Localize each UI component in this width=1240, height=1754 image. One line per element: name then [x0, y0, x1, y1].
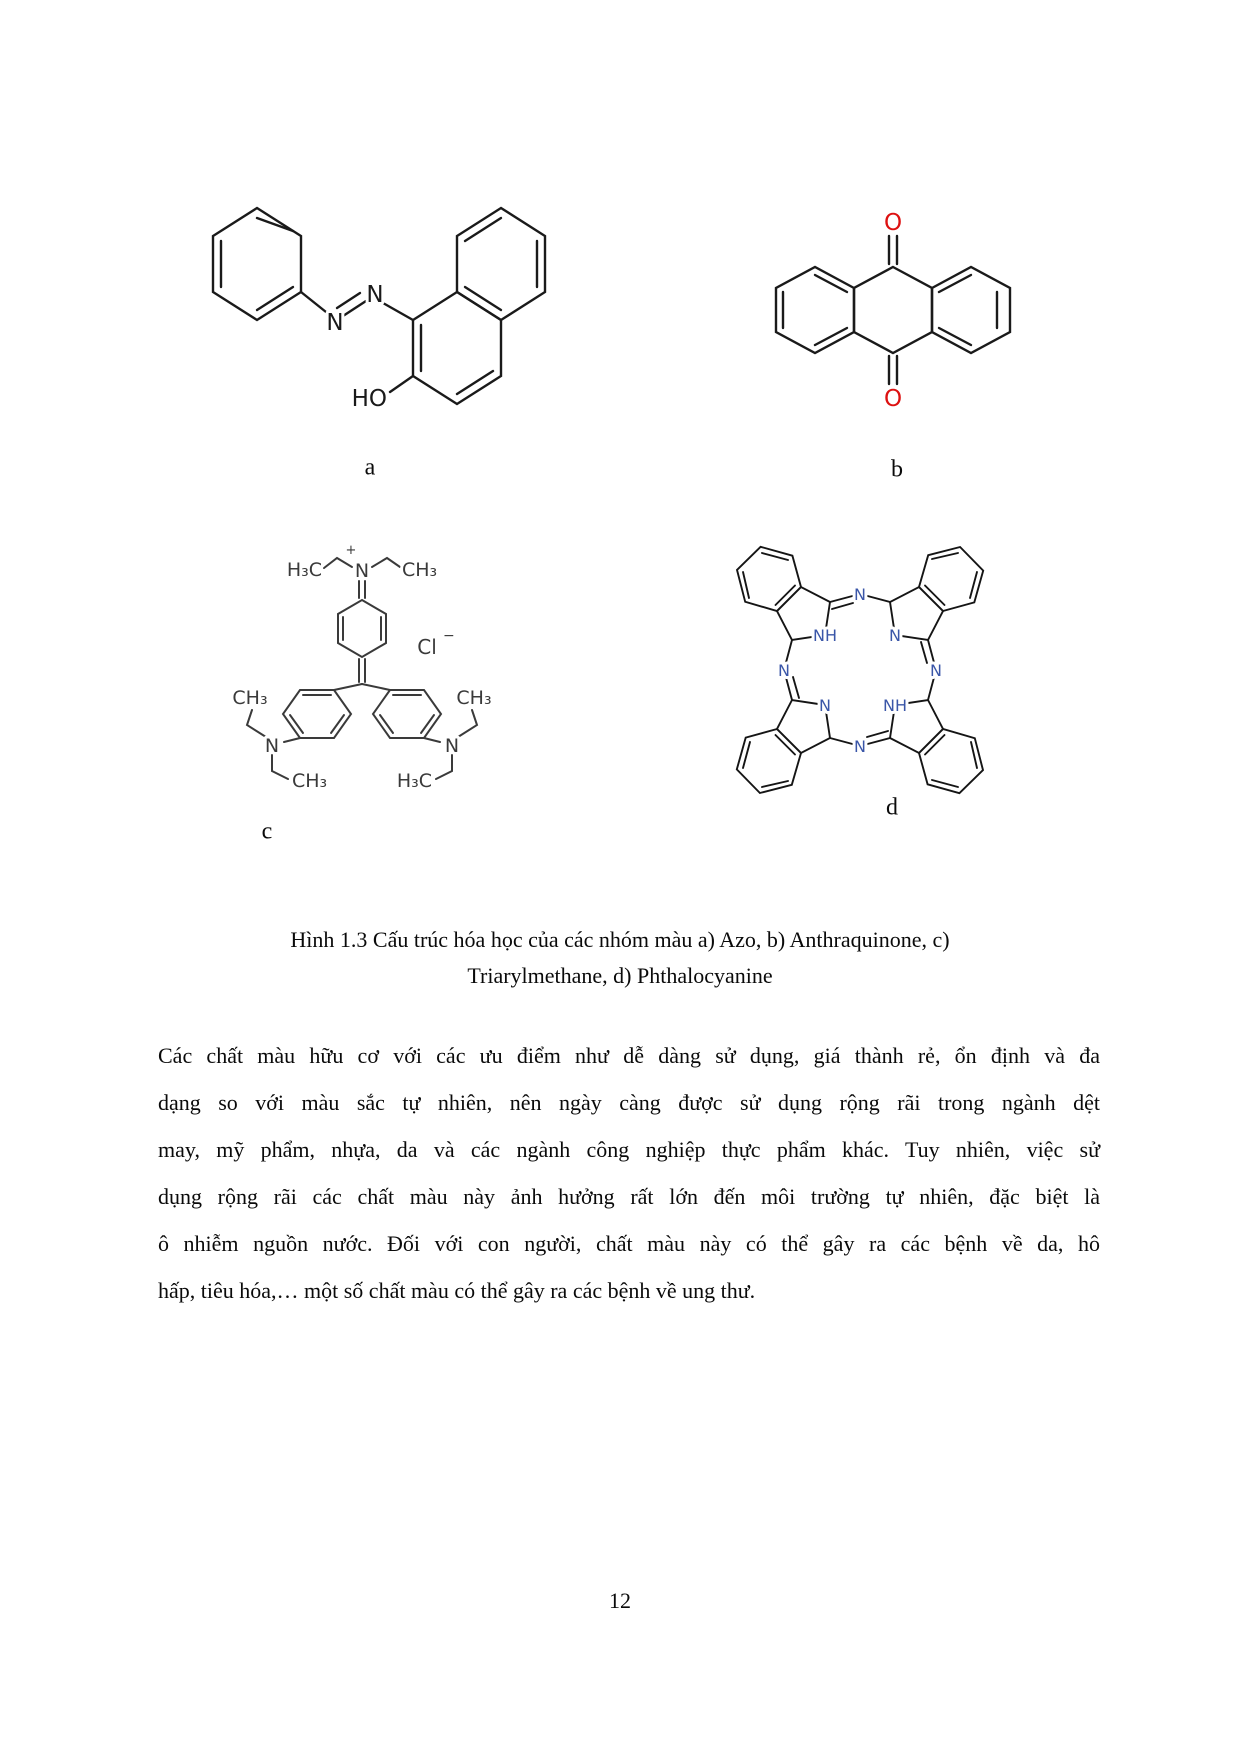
body-paragraph [158, 1032, 1100, 1314]
figure-caption-line2: Triarylmethane, d) Phthalocyanine [467, 963, 773, 988]
n-meso-left-label: N [778, 661, 790, 680]
benzo-ring-left [776, 267, 854, 353]
azo-n1-label: N [326, 310, 344, 336]
figure-sub-label-d: d [886, 794, 898, 821]
anthraquinone-bonds [776, 236, 1010, 384]
phthalocyanine-structure [660, 520, 1060, 820]
oxygen-top-label: O [883, 210, 903, 236]
naphthalene-ring-b [457, 208, 545, 320]
n-top-label: N [354, 560, 370, 582]
phenyl-ring [213, 208, 301, 320]
ch3-top-right-label: CH₃ [402, 559, 438, 581]
ch3-left-down-label: CH₃ [292, 770, 328, 792]
n-meso-top-label: N [854, 585, 866, 604]
n-right-label: N [444, 735, 460, 757]
ch3-right-up-label: CH₃ [456, 687, 492, 709]
paragraph-line: may, mỹ phẩm, nhựa, da và các ngành công nghiệp thực phẩm khác. Tuy nhiên, việc sử [158, 1137, 1100, 1162]
nh-inner-se-label: NH [883, 696, 907, 715]
page-number: 12 [609, 1588, 631, 1613]
n-meso-right-label: N [930, 661, 942, 680]
figure-sub-label-b: b [891, 456, 903, 483]
minus-charge-label: − [443, 628, 455, 644]
paragraph-line: hấp, tiêu hóa,… một số chất màu có thể gây ra các bệnh về ung thư. [158, 1278, 756, 1303]
hydroxyl-label: HO [351, 386, 387, 412]
anthraquinone-structure [770, 180, 1020, 420]
figure-caption [150, 922, 1090, 994]
naphthalene-ring-a [413, 292, 501, 404]
h3c-right-down-label: H₃C [396, 770, 432, 792]
paragraph-line: Các chất màu hữu cơ với các ưu điểm như dễ dàng sử dụng, giá thành rẻ, ổn định và đa [158, 1043, 1100, 1068]
n-inner-sw-label: N [819, 696, 831, 715]
phthalocyanine-macrocycle [737, 547, 983, 793]
aryl-ring-left [283, 690, 351, 738]
plus-charge-label: + [345, 543, 357, 558]
paragraph-line: dạng so với màu sắc tự nhiên, nên ngày càng được sử dụng rộng rãi trong ngành dệt [158, 1090, 1100, 1115]
chloride-label: Cl [417, 635, 437, 659]
azo-n2-label: N [366, 282, 384, 308]
triarylmethane-bonds [247, 558, 477, 779]
figure-sub-label-a: a [364, 454, 376, 481]
n-meso-bottom-label: N [854, 737, 866, 756]
oxygen-bottom-label: O [883, 386, 903, 412]
paragraph-line: dụng rộng rãi các chất màu này ảnh hưởng rất lớn đến môi trường tự nhiên, đặc biệt là [158, 1184, 1100, 1209]
aryl-ring-right [373, 690, 441, 738]
benzo-ring-right [932, 267, 1010, 353]
triarylmethane-structure [182, 488, 522, 793]
azo-structure [185, 170, 655, 420]
paragraph-line: ô nhiễm nguồn nước. Đối với con người, chất màu này có thể gây ra các bệnh về da, hô [158, 1231, 1100, 1256]
figure-sub-label-c: c [261, 818, 273, 845]
h3c-top-left-label: H₃C [286, 559, 322, 581]
n-inner-ne-label: N [889, 626, 901, 645]
nh-inner-nw-label: NH [813, 626, 837, 645]
quinoid-ring [338, 600, 386, 657]
quinone-ring [854, 267, 932, 353]
ch3-left-up-label: CH₃ [232, 687, 268, 709]
figure-caption-line1: Hình 1.3 Cấu trúc hóa học của các nhóm màu a) Azo, b) Anthraquinone, c) [290, 927, 950, 952]
n-left-label: N [264, 735, 280, 757]
